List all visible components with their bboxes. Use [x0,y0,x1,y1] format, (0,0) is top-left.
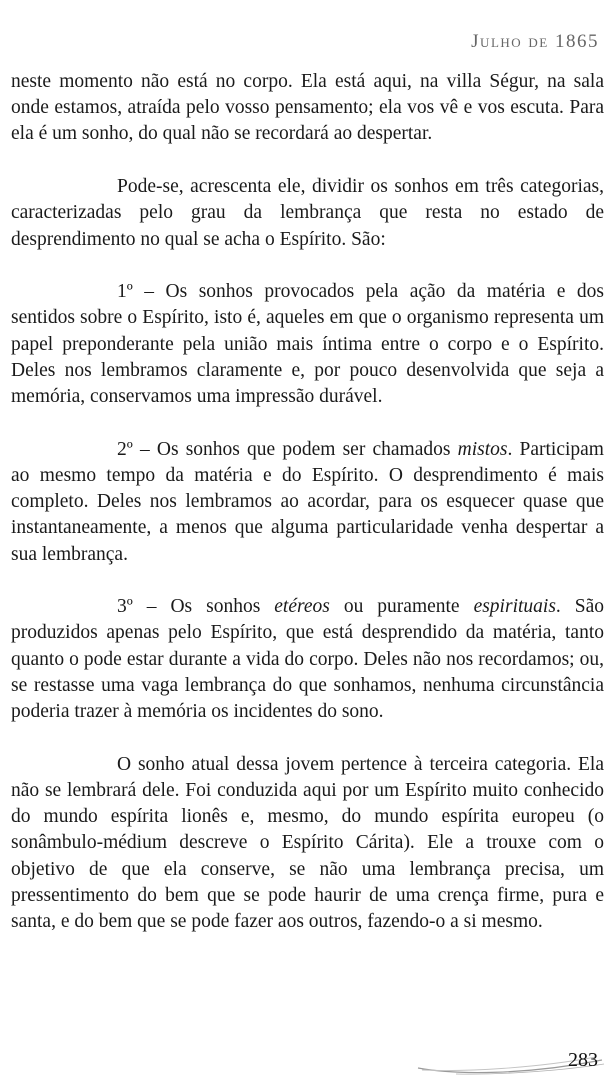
paragraph-text: 2º – Os sonhos que podem ser chamados [117,438,458,460]
paragraph [11,594,604,725]
paragraph [11,752,604,935]
paragraph-text: 3º – Os sonhos [117,596,275,618]
page-number: 283 [568,1049,598,1071]
paragraph-text: O sonho atual dessa jovem pertence à terceira categoria. Ela não se lembrará dele. Foi conduzida aqui por um Espírito muito conhecido do mundo espírita lionês e, mesmo, do mundo espírita europeu (o sonâmbulo-médium descreve o Espírito Cárita). Ele a trouxe com o objetivo de que ela conserve, se não uma lembrança precisa, um pressentimento do bem que se pode haurir de uma crença firme, pura e santa, e do bem que se pode fazer aos outros, fazendo-o a si mesmo. [11,753,604,932]
italic-term: mistos [457,438,508,460]
running-header: Julho de 1865 [471,31,599,52]
paragraph [11,279,604,410]
italic-term: espirituais [473,596,556,618]
paragraph-text: . São produzidos apenas pelo Espírito, que está desprendido da matéria, tanto quanto o pode estar durante a vida do corpo. Deles não nos recordamos; ou, se restasse uma vaga lembrança do que sonhamos, nenhuma circunstância poderia trazer à memória os incidentes do sono. [11,596,604,723]
page-body-text [11,69,604,962]
paragraph-text: . Participam ao mesmo tempo da matéria e do Espírito. O desprendimento é mais completo. Deles nos lembramos ao acordar, para os esquecer quase que instantaneamente, a menos que alguma particularidade venha despertar a sua lembrança. [11,438,604,565]
paragraph-text: ou puramente [329,596,474,618]
paragraph-text: 1º – Os sonhos provocados pela ação da matéria e dos sentidos sobre o Espírito, isto é, aqueles em que o organismo representa um papel preponderante pela união mais íntima entre o corpo e o Espírito. Deles nos lembramos claramente e, por pouco desenvolvida que seja a memória, conservamos uma impressão durável. [11,281,604,408]
page-footer [416,1048,606,1076]
italic-term: etéreos [274,596,330,618]
paragraph [11,174,604,253]
paragraph [11,69,604,148]
paragraph-text: Pode-se, acrescenta ele, dividir os sonhos em três categorias, caracterizadas pelo grau da lembrança que resta no estado de desprendimento no qual se acha o Espírito. São: [11,176,604,250]
paragraph-text: neste momento não está no corpo. Ela está aqui, na villa Ségur, na sala onde estamos, atraída pelo vosso pensamento; ela vos vê e vos escuta. Para ela é um sonho, do qual não se recordará ao despertar. [11,71,604,145]
paragraph [11,437,604,568]
